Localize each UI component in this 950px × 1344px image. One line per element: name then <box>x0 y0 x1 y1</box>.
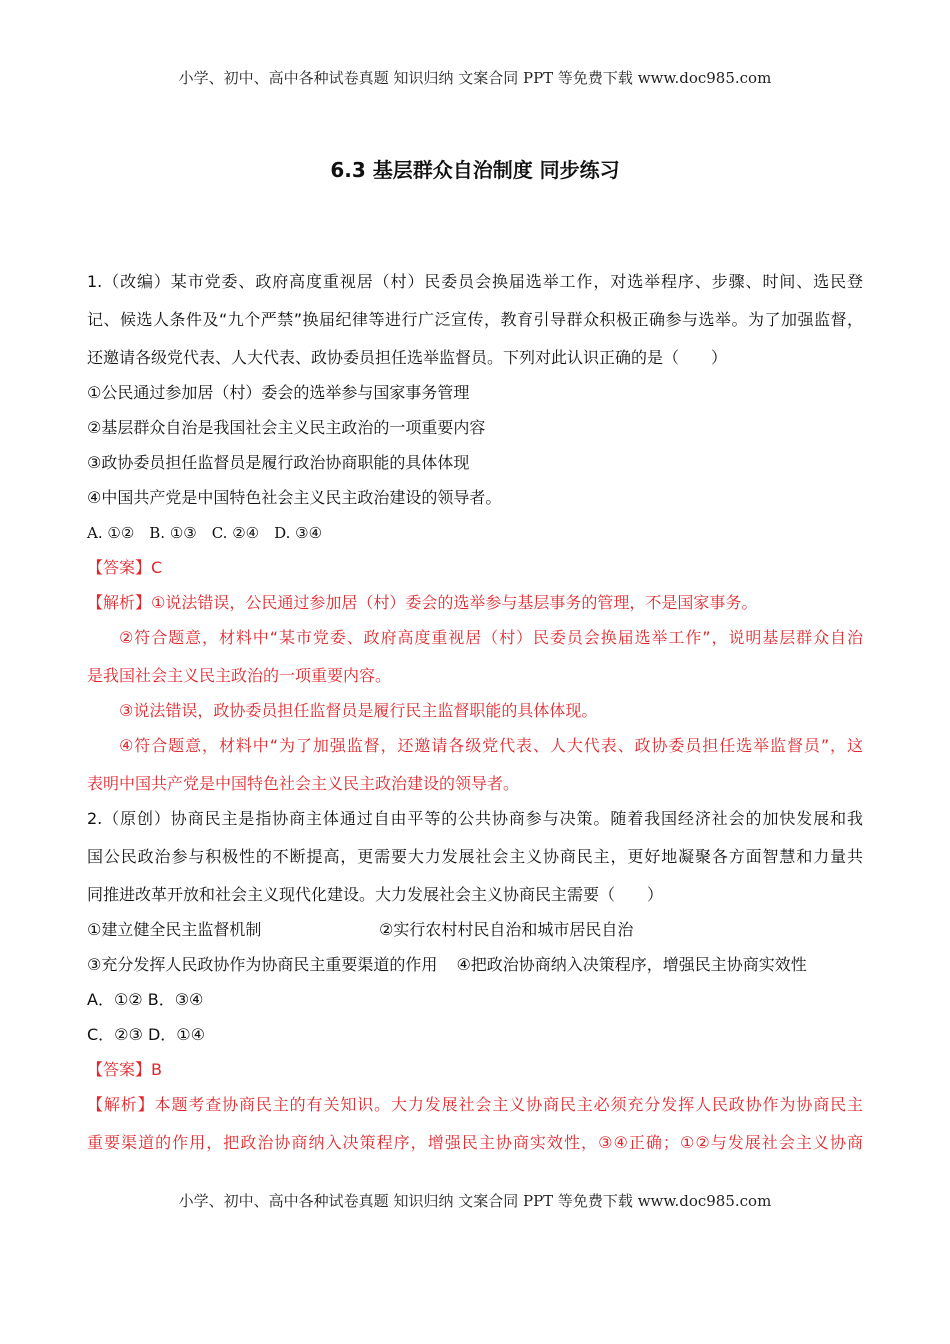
statement-item: ①公民通过参加居（村）委会的选举参与国家事务管理 <box>87 383 470 402</box>
statement-item: ②实行农村村民自治和城市居民自治 <box>379 920 634 939</box>
analysis-line: ③说法错误，政协委员担任监督员是履行民主监督职能的具体体现。 <box>119 701 598 720</box>
statement-item: ④把政治协商纳入决策程序，增强民主协商实效性 <box>456 955 807 974</box>
page-title: 6.3 基层群众自治制度 同步练习 <box>330 158 620 182</box>
analysis-line: ④符合题意，材料中“为了加强监督，还邀请各级党代表、人大代表、政协委员担任选举监督员”，这 <box>119 736 863 755</box>
statement-item: ③充分发挥人民政协作为协商民主重要渠道的作用 <box>87 955 438 974</box>
answer-choices: C．②③ D．①④ <box>87 1025 205 1044</box>
question-stem-line: 同推进改革开放和社会主义现代化建设。大力发展社会主义协商民主需要（ ） <box>87 885 664 904</box>
analysis-line: 重要渠道的作用，把政治协商纳入决策程序，增强民主协商实效性，③④正确；①②与发展社会主义协商 <box>87 1133 863 1152</box>
statement-item: ③政协委员担任监督员是履行政治协商职能的具体体现 <box>87 453 470 472</box>
answer-choices: A．①② B．③④ <box>87 990 204 1009</box>
question-stem-line: 1.（改编）某市党委、政府高度重视居（村）民委员会换届选举工作，对选举程序、步骤、时间、选民登 <box>87 272 863 291</box>
question-stem-line: 还邀请各级党代表、人大代表、政协委员担任选举监督员。下列对此认识正确的是（ ） <box>87 348 728 367</box>
page-header: 小学、初中、高中各种试卷真题 知识归纳 文案合同 PPT 等免费下载 www.doc985.com <box>178 69 772 87</box>
page-footer: 小学、初中、高中各种试卷真题 知识归纳 文案合同 PPT 等免费下载 www.doc985.com <box>178 1192 772 1210</box>
answer-choices: A. ①② B. ①③ C. ②④ D. ③④ <box>87 524 323 542</box>
answer-label: 【答案】C <box>87 558 163 577</box>
statement-row <box>87 919 863 941</box>
answer-label: 【答案】B <box>87 1060 162 1079</box>
statement-item: ④中国共产党是中国特色社会主义民主政治建设的领导者。 <box>87 488 502 507</box>
question-stem-line: 2.（原创）协商民主是指协商主体通过自由平等的公共协商参与决策。随着我国经济社会的加快发展和我 <box>87 809 863 828</box>
analysis-line: 【解析】①说法错误，公民通过参加居（村）委会的选举参与基层事务的管理，不是国家事务。 <box>87 593 758 612</box>
statement-row <box>87 954 863 976</box>
analysis-line: 【解析】本题考查协商民主的有关知识。大力发展社会主义协商民主必须充分发挥人民政协作为协商民主 <box>87 1095 863 1114</box>
question-stem-line: 记、候选人条件及“九个严禁”换届纪律等进行广泛宣传，教育引导群众积极正确参与选举。为了加强监督， <box>87 310 863 329</box>
analysis-line: 表明中国共产党是中国特色社会主义民主政治建设的领导者。 <box>87 774 520 793</box>
analysis-line: 是我国社会主义民主政治的一项重要内容。 <box>87 666 392 685</box>
statement-item: ②基层群众自治是我国社会主义民主政治的一项重要内容 <box>87 418 486 437</box>
statement-item: ①建立健全民主监督机制 <box>87 920 262 939</box>
analysis-line: ②符合题意，材料中“某市党委、政府高度重视居（村）民委员会换届选举工作”，说明基层群众自治 <box>119 628 863 647</box>
question-stem-line: 国公民政治参与积极性的不断提高，更需要大力发展社会主义协商民主，更好地凝聚各方面智慧和力量共 <box>87 847 863 866</box>
